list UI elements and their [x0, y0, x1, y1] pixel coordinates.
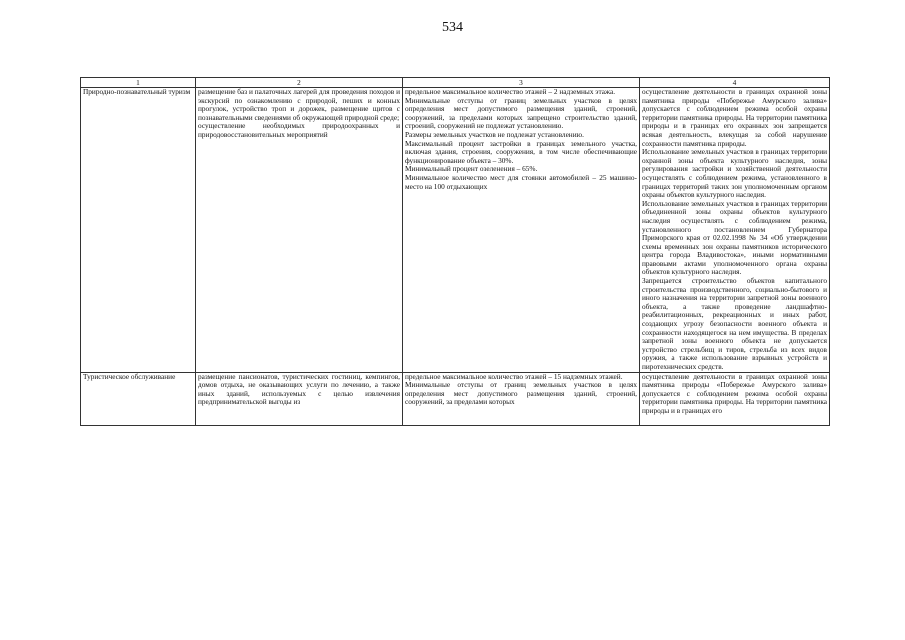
paragraph: Минимальное количество мест для стоянки автомобилей – 25 машино-место на 100 отдыхающих [405, 172, 637, 191]
paragraph: Использование земельных участков в границах территории охранной зоны объекта культурного наследия, зоны регулирования застройки и хозяйственной деятельности осуществлять с соблюдением режима, установленного в границах территорий таких зон уполномоченным органом охраны объектов культурного наследия. [642, 147, 827, 200]
table-row [81, 372, 830, 425]
table-row [81, 88, 830, 373]
uses-description-cell [196, 88, 403, 373]
paragraph: осуществление деятельности в границах охранной зоны памятника природы «Побережье Амурского залива» допускается с соблюдением режима особой охраны территории памятника природы. На территории памятника природы и в границах его [642, 372, 827, 415]
paragraph: осуществление необходимых природоохранных и природовосстановительных мероприятий [198, 121, 400, 139]
paragraph: Использование земельных участков в границах территории объединенной зоны охраны объектов культурного наследия осуществлять с соблюдением режима, установленного постановлением Губернатора Приморского края от 02.02.1998 № 34 «Об утверждении схемы временных зон охраны памятников исторического центра города Владивостока», иными нормативными правовыми актами уполномоченного органа охраны объектов культурного наследия. [642, 198, 827, 277]
column-number: 3 [403, 78, 640, 88]
restrictions-cell [640, 88, 830, 373]
restrictions-cell [640, 372, 830, 425]
paragraph: Размеры земельных участков не подлежат установлению. [405, 129, 584, 139]
paragraph: Запрещается строительство объектов капитального строительства производственного, социально-бытового и иного назначения на территории запретной зоны военного объекта, а также проведение ландшафтно-реабилитационных, рекреационных и иных работ, создающих угрозу безопасности военного объекта и сохранности находящегося на нем имущества. В пределах запретной зоны военного объекта не допускается устройство стрельбищ и тиров, стрельба из всех видов оружия, а также использование взрывных устройств и пиротехнических средств. [642, 276, 827, 371]
column-number: 2 [196, 78, 403, 88]
use-name-cell [81, 88, 196, 373]
uses-description-cell [196, 372, 403, 425]
column-number: 1 [81, 78, 196, 88]
parameters-cell [403, 372, 640, 425]
paragraph: Максимальный процент застройки в границах земельного участка, включая здания, строения, сооружения, в том числе обеспечивающие функционирование объекта – 30%. [405, 138, 637, 165]
use-name: Туристическое обслуживание [83, 372, 176, 381]
regulations-table [80, 77, 830, 426]
use-name-cell [81, 372, 196, 425]
paragraph: предельное максимальное количество этажей – 2 надземных этажа. [405, 87, 616, 96]
column-number: 4 [640, 78, 830, 88]
paragraph: размещение пансионатов, туристических гостиниц, кемпингов, домов отдыха, не оказывающих услуги по лечению, а также иных зданий, используемых с целью извлечения предпринимательской выгоды из [198, 372, 400, 407]
page-number: 534 [442, 20, 463, 35]
paragraph: Минимальные отступы от границ земельных участков в целях определения мест допустимого размещения зданий, строений, сооружений, за пределами которых запрещено строительство зданий, строений, сооружений не подлежат установлению. [405, 95, 637, 131]
parameters-cell [403, 88, 640, 373]
paragraph: размещение баз и палаточных лагерей для проведения походов и экскурсий по ознакомлению с природой, пеших и конных прогулок, устройство троп и дорожек, размещение щитов с познавательными сведениями об окружающей природной среде; [198, 87, 400, 122]
use-name: Природно-познавательный туризм [83, 87, 191, 96]
paragraph: осуществление деятельности в границах охранной зоны памятника природы «Побережье Амурского залива» допускается с соблюдением режима особой охраны территории памятника природы. На территории памятника природы и в границах его охранных зон запрещается всякая деятельность, влекущая за собой нарушение сохранности памятника природы. [642, 87, 827, 148]
paragraph: Минимальный процент озеленения – 65%. [405, 164, 538, 174]
paragraph: предельное максимальное количество этажей – 15 надземных этажей. [405, 372, 623, 381]
paragraph: Минимальные отступы от границ земельных участков в целях определения мест допустимого размещения зданий, строений, сооружений, за пределами которых [405, 380, 637, 407]
table-header-row [81, 78, 830, 88]
